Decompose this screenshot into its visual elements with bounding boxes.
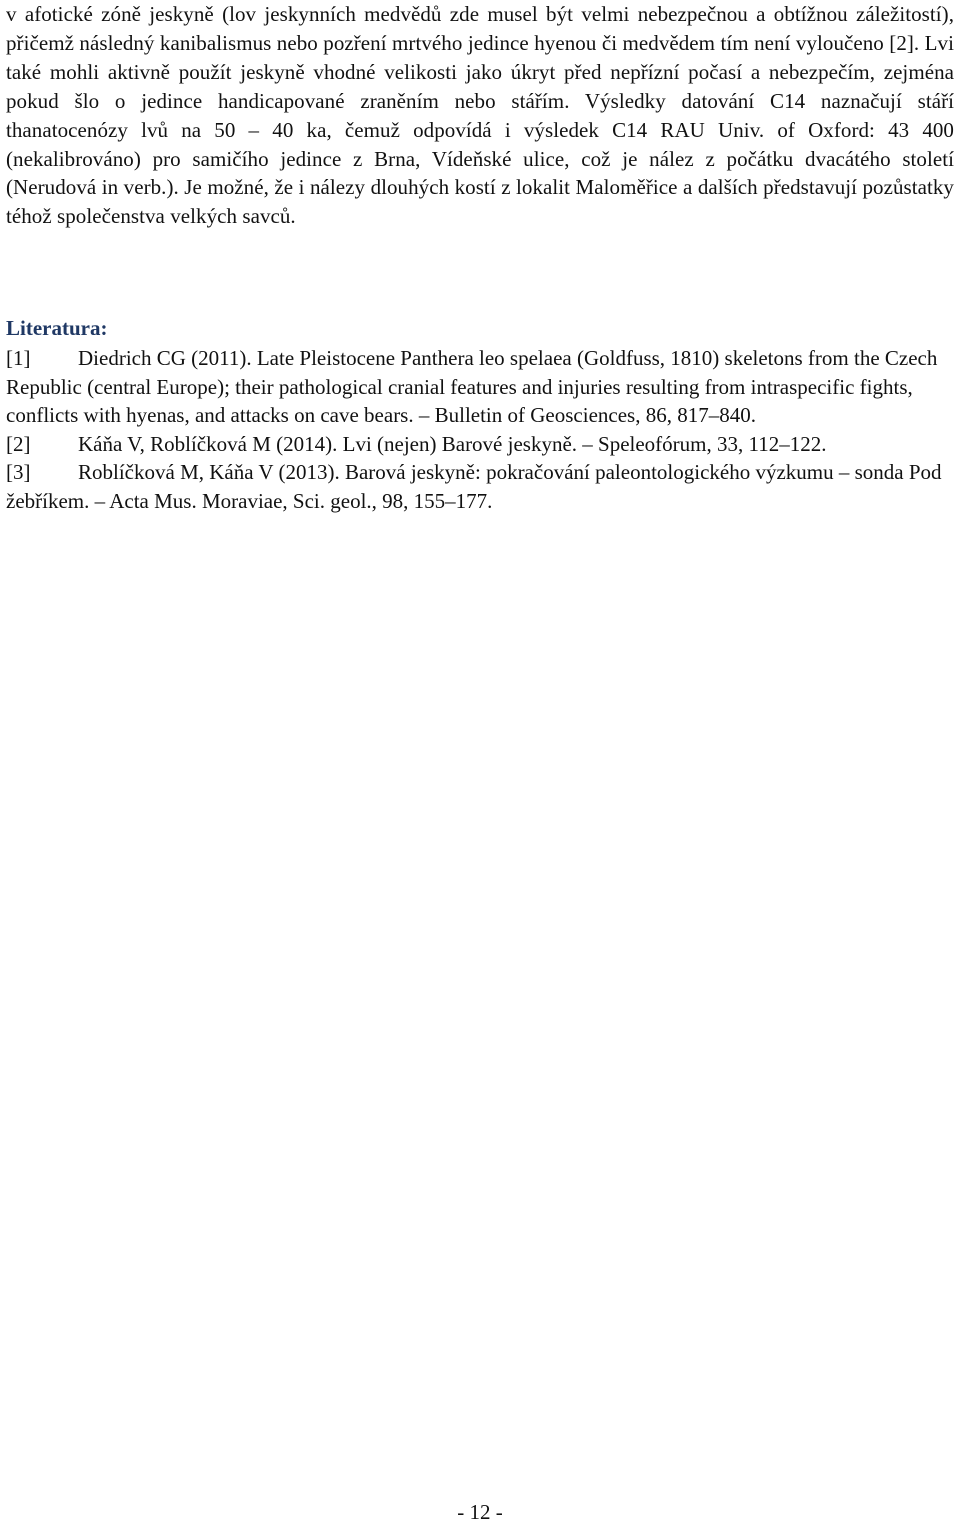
literature-heading: Literatura: [6, 316, 108, 340]
page-number: - 12 - [457, 1500, 503, 1524]
body-paragraph: v afotické zóně jeskyně (lov jeskynních medvědů zde musel být velmi nebezpečnou a obtížnou záležitostí), přičemž následný kanibalismus nebo pozření mrtvého jedince hyenou či medvědem tím není vyloučeno [2]. Lvi také mohli aktivně použít jeskyně vhodné velikosti jako úkryt před nepřízní počasí a nebezpečím, zejména pokud šlo o jedince handicapované zraněním nebo stářím. Výsledky datování C14 naznačují stáří thanatocenózy lvů na 50 – 40 ka, čemuž odpovídá i výsledek C14 RAU Univ. of Oxford: 43 400 (nekalibrováno) pro samičího jedince z Brna, Vídeňské ulice, což je nález z počátku dvacátého století (Nerudová in verb.). Je možné, že i nálezy dlouhých kostí z lokalit Maloměřice a dalších představují pozůstatky téhož společenstva velkých savců. [6, 2, 954, 229]
reference-text: Káňa V, Roblíčková M (2014). Lvi (nejen) Barové jeskyně. – Speleofórum, 33, 112–122. [78, 431, 827, 456]
reference-item [6, 344, 954, 430]
reference-item [6, 430, 954, 459]
reference-number: [2] [6, 431, 31, 456]
reference-number: [1] [6, 346, 31, 370]
reference-number: [3] [6, 460, 31, 485]
reference-text: Diedrich CG (2011). Late Pleistocene Panthera leo spelaea (Goldfuss, 1810) skeletons from the Czech Republic (central Europe); their pathological cranial features and injuries resulting from intraspecific fights, conflicts with hyenas, and attacks on cave bears. – Bulletin of Geosciences, 86, 817–840. [6, 346, 938, 428]
reference-item [6, 458, 954, 515]
reference-list [6, 344, 954, 516]
reference-text: Roblíčková M, Káňa V (2013). Barová jeskyně: pokračování paleontologického výzkumu – sonda Pod žebříkem. – Acta Mus. Moraviae, Sci. geol., 98, 155–177. [6, 460, 942, 513]
